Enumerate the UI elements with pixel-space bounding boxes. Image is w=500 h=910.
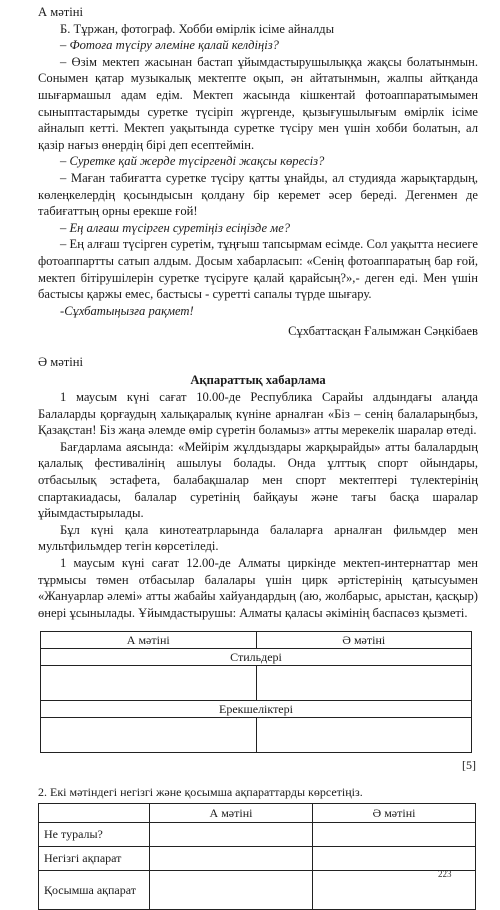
- announcement-paragraph-4: 1 маусым күні сағат 12.00-де Алматы циркінде мектеп-интернаттар мен тұрмысы төмен отбасылар балалары үшін цирк әртістерінің қатысуымен «Жануарлар әлемі» атты жабайы хайуандардың (аю, жолбарыс, арыстан, қасқыр) өнері ұсынылады. Ұйымдастырушы: Алматы қаласы әкімінің баспасөз қызметі.: [38, 556, 478, 620]
- styles-row-label: Стильдері: [41, 649, 472, 666]
- extra-info-cell-a[interactable]: [150, 870, 313, 909]
- styles-cell-a[interactable]: [41, 666, 257, 701]
- interview-question-2: – Суретке қай жерде түсіргенді жақсы көресіз?: [60, 154, 325, 169]
- comparison-header-a: А мәтіні: [41, 632, 257, 649]
- styles-cell-b[interactable]: [256, 666, 472, 701]
- about-cell-a[interactable]: [150, 822, 313, 846]
- information-table: [38, 803, 476, 910]
- features-cell-a[interactable]: [41, 718, 257, 753]
- features-row-label: Ерекшеліктері: [41, 701, 472, 718]
- information-header-a: А мәтіні: [150, 803, 313, 822]
- interview-question-1: – Фотоға түсіру әлеміне қалай келдіңіз?: [60, 38, 279, 53]
- announcement-paragraph-3: Бұл күні қала кинотеатрларында балаларға арналған фильмдер мен мультфильмдер тегін көрсетіледі.: [38, 522, 478, 554]
- main-info-cell-a[interactable]: [150, 846, 313, 870]
- about-cell-b[interactable]: [313, 822, 476, 846]
- row-label-about: Не туралы?: [39, 822, 150, 846]
- information-header-empty: [39, 803, 150, 822]
- interview-thanks: -Сұхбатыңызға рақмет!: [60, 303, 194, 318]
- interview-answer-1: – Өзім мектеп жасынан бастап ұйымдастырушылыққа жақсы болатынмын. Сонымен қатар музыкалық мектепте оқып, ән айтатынмын, жалпы айтқанда шығармашыл адам едім. Мектеп жасында кішкентай фотоаппаратымымен сыныптастарымды суретке түсіріп жүргенде, қызығушылығым өмірлік ісіме айналып кетті. Мектеп уақытында суретке түсіру мен үшін хобби болатын, ал қазір нағыз өнердің бірі деп есептеймін.: [38, 54, 478, 152]
- text-b-section: [38, 354, 478, 622]
- announcement-paragraph-2: Бағдарлама аясында: «Мейірім жұлдыздары жарқырайды» атты балалардың қалалық фестивалінің ашылуы болады. Онда ұлттық спорт ойындары, отбасылық эстафета, балабақшалар мен спорт мектептері түлектерінің спартакиадасы, балалар суретінің байқауы және тағы басқа шаралар ұйымдастырылады.: [38, 439, 478, 521]
- information-header-b: Ә мәтіні: [313, 803, 476, 822]
- text-a-heading: А мәтіні: [38, 5, 84, 19]
- text-b-heading: Ә мәтіні: [38, 354, 84, 369]
- interview-author: Сұхбаттасқан Ғалымжан Сәңкібаев: [288, 324, 478, 339]
- score-mark: [5]: [462, 758, 476, 773]
- comparison-header-b: Ә мәтіні: [256, 632, 472, 649]
- task-2-question: 2. Екі мәтіндегі негізгі және қосымша ақпараттарды көрсетіңіз.: [38, 784, 363, 799]
- interview-question-3: – Ең алғаш түсірген суретіңіз есіңізде ме?: [60, 220, 291, 235]
- interview-title: Б. Тұржан, фотограф. Хобби өмірлік ісіме айналды: [60, 21, 335, 36]
- page-number: 223: [438, 869, 452, 879]
- interview-answer-2: – Маған табиғатта суретке түсіру қатты ұнайды, ал студияда жарықтардың, көлеңкелердің қосындысын қолдану бір керемет әсер береді. Дегенмен де табиғаттың орны ерекше ғой!: [38, 170, 478, 219]
- announcement-title: Ақпараттық хабарлама: [190, 373, 326, 388]
- text-a-section: [38, 4, 478, 340]
- row-label-extra-info: Қосымша ақпарат: [39, 870, 150, 909]
- comparison-table: [40, 631, 472, 753]
- features-cell-b[interactable]: [256, 718, 472, 753]
- interview-answer-3: – Ең алғаш түсірген суретім, тұңғыш тапсырмам есімде. Сол уақытта несиеге фотоаппартты сатып алдым. Досым хабарласып: «Сенің фотоаппаратың бар ғой, мектеп бітірушілерін суретке түсіруге қалай қарайсың?»,- деген еді. Мен үшін бастысы қаржы емес, бастысы - суретті сапалы түрде шығару.: [38, 237, 478, 302]
- announcement-paragraph-1: 1 маусым күні сағат 10.00-де Республика Сарайы алдындағы алаңда Балаларды қорғаудың халықаралық күніне арналған «Біз – сенің балаларыңбыз, Қазақстан! Біз жаңа әлемде өмір сүретін боламыз» атты мерекелік шаралар өтеді.: [38, 390, 478, 438]
- row-label-main-info: Негізгі ақпарат: [39, 846, 150, 870]
